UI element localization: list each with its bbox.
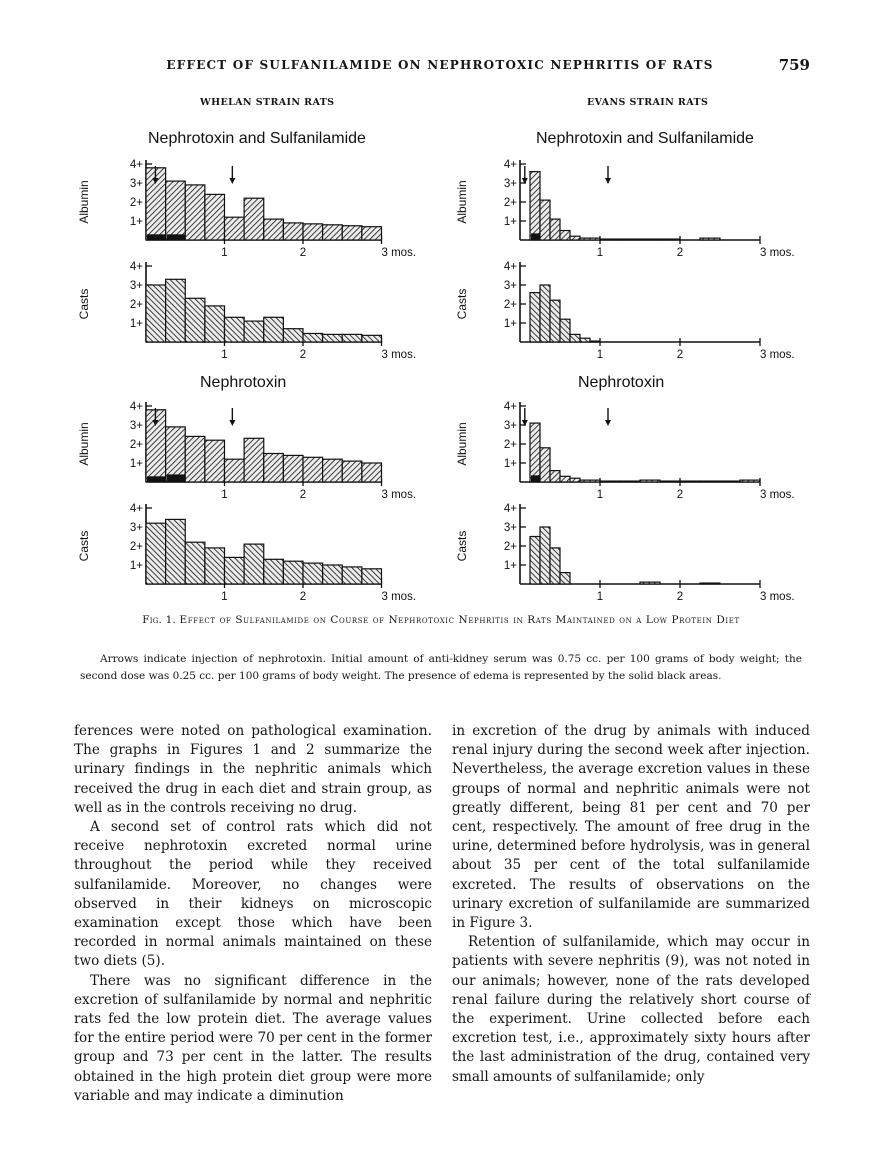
bar	[700, 238, 720, 240]
y-tick-label: 2+	[129, 299, 143, 311]
bar	[244, 198, 264, 240]
y-tick-label: 4+	[129, 159, 143, 171]
bar	[550, 471, 560, 482]
strain-label-evans: EVANS STRAIN RATS	[587, 97, 709, 108]
injection-arrow-head	[229, 420, 235, 426]
y-tick-label: 1+	[129, 560, 143, 572]
bar	[700, 583, 720, 584]
x-tick-label: 2	[299, 591, 307, 603]
injection-arrow-head	[605, 178, 611, 184]
whelan-sulfa-casts-chart	[74, 252, 434, 362]
bar	[362, 569, 382, 584]
x-tick-label: 3 mos.	[760, 489, 795, 501]
x-tick-label: 1	[221, 247, 228, 259]
bar	[640, 239, 660, 240]
text-column-right	[452, 722, 810, 1087]
bar	[740, 480, 760, 482]
bar	[540, 527, 550, 584]
paragraph: in excretion of the drug by animals with induced renal injury during the second week after injection. Nevertheless, the average excretion values in these groups of normal and nephritic animals were not greatly different, being 81 per cent and 70 per cent, respectively. The amount of free drug in the urine, determined before hydrolysis, was in general about 35 per cent of the total sulfanilamide excreted. The results of observations on the urinary excretion of sulfanilamide are summarized in Figure 3.	[452, 723, 810, 932]
bar	[244, 544, 264, 584]
y-tick-label: 1+	[129, 458, 143, 470]
x-tick-label: 2	[676, 591, 684, 603]
x-tick-label: 3 mos.	[760, 591, 795, 603]
group-title-whelan-control: Nephrotoxin	[200, 374, 287, 391]
bar	[540, 285, 550, 342]
x-tick-label: 3 mos.	[760, 247, 795, 259]
injection-arrow-head	[605, 420, 611, 426]
y-tick-label: 1+	[129, 318, 143, 330]
figure-label: Fig. 1.	[142, 614, 176, 626]
bar	[530, 293, 540, 342]
bar	[680, 481, 700, 482]
bar	[560, 319, 570, 342]
strain-label-whelan: WHELAN STRAIN RATS	[200, 97, 335, 108]
evans-control-albumin-chart	[452, 392, 822, 502]
y-tick-label: 1+	[503, 216, 517, 228]
bar	[580, 238, 600, 240]
bar	[640, 480, 660, 482]
y-tick-label: 4+	[503, 503, 517, 515]
y-tick-label: 2+	[503, 299, 517, 311]
bar	[185, 436, 205, 482]
measure-label: Albumin	[455, 180, 469, 224]
bar	[580, 338, 590, 342]
y-tick-label: 1+	[503, 318, 517, 330]
x-tick-label: 3 mos.	[381, 591, 417, 603]
text-column-left	[74, 722, 432, 1106]
y-tick-label: 3+	[129, 420, 143, 432]
bar	[660, 481, 680, 482]
y-tick-label: 3+	[129, 178, 143, 190]
y-tick-label: 2+	[503, 439, 517, 451]
evans-control-casts-chart	[452, 494, 822, 604]
y-tick-label: 4+	[503, 159, 517, 171]
bar	[550, 548, 560, 584]
bar	[700, 481, 720, 482]
bar	[205, 440, 225, 482]
bar	[283, 223, 303, 240]
edema-block	[167, 234, 186, 240]
x-tick-label: 1	[596, 247, 604, 259]
bar	[225, 317, 245, 342]
y-tick-label: 3+	[503, 420, 517, 432]
bar	[560, 231, 570, 241]
bar	[530, 537, 540, 585]
bar	[264, 454, 284, 483]
bar	[540, 448, 550, 482]
whelan-sulfa-albumin-chart	[74, 150, 434, 260]
bar	[146, 523, 166, 584]
bar	[362, 463, 382, 482]
paragraph: Retention of sulfanilamide, which may occur in patients with severe nephritis (9), was not noted in our animals; however, none of the rats developed renal failure during the relatively short course of the experiment. Urine collected before each excretion test, i.e., approximately sixty hours after the last administration of the drug, contained very small amounts of sulfanilamide; only	[452, 934, 810, 1085]
bar	[590, 341, 600, 342]
y-tick-label: 4+	[503, 261, 517, 273]
injection-arrow-head	[229, 178, 235, 184]
bar	[146, 285, 166, 342]
bar	[264, 219, 284, 240]
bar	[570, 236, 580, 240]
group-title-evans-sulfa: Nephrotoxin and Sulfanilamide	[536, 130, 754, 147]
figure-legend: Arrows indicate injection of nephrotoxin. Initial amount of anti-kidney serum was 0.75 cc. per 100 grams of body weight; the second dose was 0.25 cc. per 100 grams of body weight. The presence of edema is represented by the solid black areas.	[80, 653, 802, 682]
page-number: 759	[778, 56, 810, 74]
x-tick-label: 3 mos.	[381, 489, 417, 501]
bar	[620, 481, 640, 482]
bar	[303, 457, 323, 482]
measure-label: Albumin	[455, 422, 469, 466]
evans-sulfa-casts-chart	[452, 252, 822, 362]
paragraph: A second set of control rats which did not receive nephrotoxin excreted normal urine throughout the period while they received sulfanilamide. Moreover, no changes were observed in their kidneys on microscopic examination except those which have been recorded in normal animals maintained on these two diets (5).	[74, 819, 432, 970]
bar	[570, 334, 580, 342]
bar	[342, 334, 362, 342]
bar	[362, 335, 382, 342]
x-tick-label: 1	[221, 591, 228, 603]
measure-label: Casts	[455, 288, 469, 320]
bar	[166, 519, 186, 584]
bar	[323, 334, 343, 342]
bar	[264, 317, 284, 342]
x-tick-label: 1	[221, 349, 228, 361]
whelan-control-albumin-chart	[74, 392, 434, 502]
x-tick-label: 2	[676, 349, 684, 361]
bar	[600, 481, 620, 482]
bar	[580, 480, 600, 482]
measure-label: Albumin	[77, 180, 91, 224]
bar	[323, 459, 343, 482]
x-tick-label: 3 mos.	[381, 247, 417, 259]
bar	[166, 427, 186, 482]
y-tick-label: 2+	[129, 197, 143, 209]
y-tick-label: 3+	[503, 522, 517, 534]
edema-block	[147, 234, 166, 240]
bar	[560, 573, 570, 584]
bar	[550, 219, 560, 240]
bar	[283, 455, 303, 482]
x-tick-label: 1	[596, 591, 604, 603]
group-title-evans-control: Nephrotoxin	[578, 374, 665, 391]
bar	[244, 438, 264, 482]
y-tick-label: 4+	[129, 401, 143, 413]
y-tick-label: 4+	[129, 261, 143, 273]
figure-title: Effect of Sulfanilamide on Course of Nephrotoxic Nephritis in Rats Maintained on a Low Protein Diet	[179, 614, 740, 626]
y-tick-label: 1+	[129, 216, 143, 228]
edema-block	[531, 233, 540, 240]
y-tick-label: 2+	[129, 439, 143, 451]
bar	[225, 217, 245, 240]
bar	[303, 224, 323, 240]
bar	[166, 279, 186, 342]
figure-caption	[80, 612, 802, 629]
bar	[225, 459, 245, 482]
y-tick-label: 1+	[503, 458, 517, 470]
bar	[225, 557, 245, 584]
bar	[362, 227, 382, 240]
paragraph: There was no significant difference in the excretion of sulfanilamide by normal and nephritic rats fed the low protein diet. The average values for the entire period were 70 per cent in the former group and 73 per cent in the latter. The results obtained in the high protein diet group were more variable and may indicate a diminution	[74, 972, 432, 1104]
x-tick-label: 1	[221, 489, 228, 501]
x-tick-label: 2	[299, 349, 307, 361]
x-tick-label: 3 mos.	[381, 349, 417, 361]
bar	[185, 542, 205, 584]
y-tick-label: 3+	[503, 280, 517, 292]
bar	[283, 561, 303, 584]
bar	[570, 478, 580, 482]
bar	[620, 239, 640, 240]
bar	[530, 423, 540, 482]
bar	[185, 185, 205, 240]
group-title-whelan-sulfa: Nephrotoxin and Sulfanilamide	[148, 130, 366, 147]
bar	[540, 200, 550, 240]
bar	[205, 194, 225, 240]
y-tick-label: 3+	[129, 280, 143, 292]
measure-label: Casts	[77, 288, 91, 320]
y-tick-label: 4+	[129, 503, 143, 515]
edema-block	[531, 475, 540, 482]
paragraph: ferences were noted on pathological examination. The graphs in Figures 1 and 2 summarize the urinary findings in the nephritic animals which received the drug in each diet and strain group, as well as in the controls receiving no drug.	[74, 723, 432, 816]
edema-block	[147, 476, 166, 482]
bar	[600, 239, 620, 240]
x-tick-label: 1	[596, 349, 604, 361]
bar	[303, 333, 323, 342]
measure-label: Casts	[77, 530, 91, 562]
y-tick-label: 4+	[503, 401, 517, 413]
y-tick-label: 2+	[503, 541, 517, 553]
bar	[323, 565, 343, 584]
bar	[244, 321, 264, 342]
bar	[640, 582, 660, 584]
x-tick-label: 2	[676, 247, 684, 259]
evans-sulfa-albumin-chart	[452, 150, 822, 260]
measure-label: Albumin	[77, 422, 91, 466]
bar	[283, 329, 303, 342]
bar	[185, 298, 205, 342]
bar	[205, 306, 225, 342]
y-tick-label: 3+	[503, 178, 517, 190]
y-tick-label: 3+	[129, 522, 143, 534]
y-tick-label: 1+	[503, 560, 517, 572]
bar	[720, 481, 740, 482]
x-tick-label: 2	[299, 247, 307, 259]
bar	[342, 567, 362, 584]
x-tick-label: 1	[596, 489, 604, 501]
bar	[342, 226, 362, 240]
bar	[560, 476, 570, 482]
whelan-control-casts-chart	[74, 494, 434, 604]
running-title: EFFECT OF SULFANILAMIDE ON NEPHROTOXIC NEPHRITIS OF RATS	[166, 58, 714, 72]
bar	[264, 559, 284, 584]
bar	[660, 239, 680, 240]
x-tick-label: 2	[676, 489, 684, 501]
bar	[166, 181, 186, 240]
bar	[530, 172, 540, 240]
bar	[550, 300, 560, 342]
bar	[303, 563, 323, 584]
x-tick-label: 3 mos.	[760, 349, 795, 361]
bar	[323, 225, 343, 240]
page-header	[0, 56, 880, 76]
x-tick-label: 2	[299, 489, 307, 501]
measure-label: Casts	[455, 530, 469, 562]
bar	[205, 548, 225, 584]
edema-block	[167, 474, 186, 482]
y-tick-label: 2+	[503, 197, 517, 209]
y-tick-label: 2+	[129, 541, 143, 553]
bar	[342, 461, 362, 482]
